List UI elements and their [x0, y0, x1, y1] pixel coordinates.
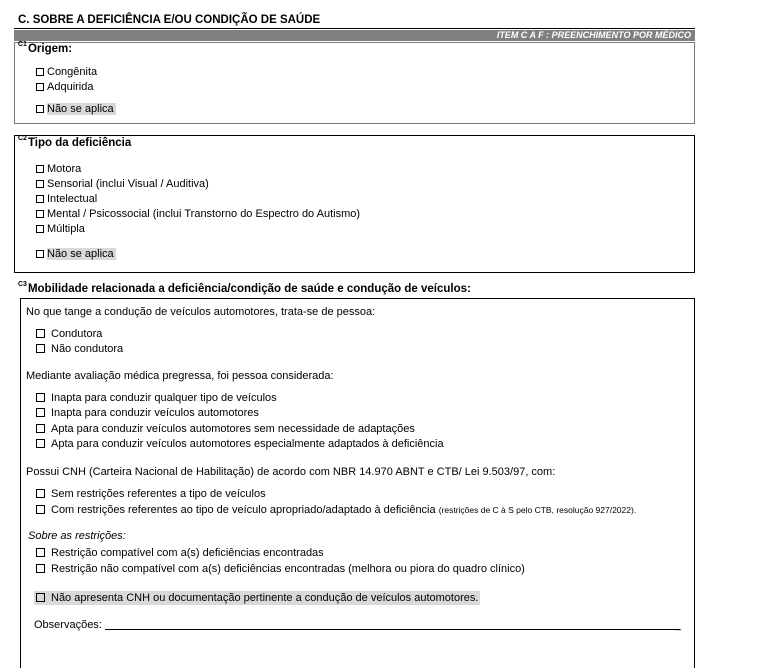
c1-box — [14, 42, 695, 124]
checkbox[interactable] — [36, 83, 44, 91]
checkbox[interactable] — [36, 68, 44, 76]
option-label: Sem restrições referentes a tipo de veículos — [51, 488, 266, 500]
checkbox[interactable] — [36, 439, 45, 448]
section-band-note: ITEM C A F : PREENCHIMENTO POR MÉDICO — [14, 30, 695, 41]
c2-option-mental[interactable] — [36, 207, 360, 221]
section-title: C. SOBRE A DEFICIÊNCIA E/OU CONDIÇÃO DE SAÚDE — [18, 14, 321, 26]
c3-q1-option-condutora[interactable] — [36, 327, 102, 341]
c3-q3-option-sem-restricoes[interactable] — [36, 487, 266, 501]
option-label: Sensorial (inclui Visual / Auditiva) — [47, 178, 209, 190]
option-label: Não se aplica — [47, 248, 114, 260]
checkbox[interactable] — [36, 564, 45, 573]
c2-title: Tipo da deficiência — [27, 137, 132, 149]
checkbox[interactable] — [36, 210, 44, 218]
c2-option-sensorial[interactable] — [36, 177, 209, 191]
c2-heading — [18, 137, 131, 149]
c3-q2-option-2[interactable] — [36, 406, 259, 420]
option-label: Congênita — [47, 66, 98, 78]
option-label: Intelectual — [47, 193, 98, 205]
c3-q2-option-1[interactable] — [36, 391, 277, 405]
option-label: Não apresenta CNH ou documentação pertinente a condução de veículos automotores. — [51, 592, 479, 604]
c2-option-na[interactable] — [36, 247, 116, 261]
c3-q3: Possui CNH (Carteira Nacional de Habilitação) de acordo com NBR 14.970 ABNT e CTB/ Lei 9.503/97, com: — [26, 466, 556, 478]
checkbox[interactable] — [36, 505, 45, 514]
c3-q1: No que tange a condução de veículos automotores, trata-se de pessoa: — [26, 306, 376, 318]
checkbox[interactable] — [36, 393, 45, 402]
option-label: Adquirida — [47, 81, 94, 93]
obs-input-line[interactable] — [105, 629, 680, 630]
c3-heading — [18, 283, 471, 295]
c2-option-intelectual[interactable] — [36, 192, 97, 206]
c3-obs-label: Observações: — [34, 619, 102, 631]
c3-q2-option-3[interactable] — [36, 422, 415, 436]
section-rule — [14, 28, 695, 29]
option-label: Não se aplica — [47, 103, 114, 115]
option-label: Inapta para conduzir veículos automotores — [51, 407, 259, 419]
c2-option-multipla[interactable] — [36, 222, 85, 236]
c2-option-motora[interactable] — [36, 162, 81, 176]
c1-title: Origem: — [27, 43, 73, 55]
option-label: Condutora — [51, 328, 103, 340]
checkbox[interactable] — [36, 165, 44, 173]
option-label: Não condutora — [51, 343, 124, 355]
checkbox[interactable] — [36, 195, 44, 203]
c3-sup: C3 — [18, 281, 27, 288]
option-label: Motora — [47, 163, 82, 175]
checkbox[interactable] — [36, 548, 45, 557]
c1-heading — [18, 43, 72, 55]
option-label: Apta para conduzir veículos automotores especialmente adaptados à deficiência — [51, 438, 444, 450]
c3-restr-option-compativel[interactable] — [36, 546, 324, 560]
c3-q3-option-com-restricoes[interactable] — [36, 503, 636, 517]
option-label: Múltipla — [47, 223, 85, 235]
checkbox[interactable] — [36, 408, 45, 417]
c3-restr-option-nao-compativel[interactable] — [36, 562, 525, 576]
c1-sup: C1 — [18, 41, 27, 48]
checkbox[interactable] — [36, 593, 45, 602]
c3-restricoes-title: Sobre as restrições: — [28, 530, 126, 542]
checkbox[interactable] — [36, 180, 44, 188]
option-label: Mental / Psicossocial (inclui Transtorno do Espectro do Autismo) — [47, 208, 361, 220]
c3-option-no-cnh[interactable] — [34, 591, 480, 605]
c3-q2: Mediante avaliação médica pregressa, foi pessoa considerada: — [26, 370, 334, 382]
c2-sup: C2 — [18, 135, 27, 142]
checkbox[interactable] — [36, 250, 44, 258]
checkbox[interactable] — [36, 225, 44, 233]
option-note: (restrições de C à S pelo CTB, resolução 927/2022). — [438, 505, 637, 515]
c1-option-congenita[interactable] — [36, 65, 97, 79]
c3-title: Mobilidade relacionada a deficiência/condição de saúde e condução de veículos: — [27, 283, 471, 295]
checkbox[interactable] — [36, 424, 45, 433]
checkbox[interactable] — [36, 105, 44, 113]
checkbox[interactable] — [36, 329, 45, 338]
checkbox[interactable] — [36, 489, 45, 498]
option-label: Restrição não compatível com a(s) deficiências encontradas (melhora ou piora do quadro clínico) — [51, 563, 525, 575]
option-label: Com restrições referentes ao tipo de veículo apropriado/adaptado à deficiência — [51, 504, 436, 516]
c3-q1-option-nao-condutora[interactable] — [36, 342, 123, 356]
option-label: Restrição compatível com a(s) deficiências encontradas — [51, 547, 324, 559]
option-label: Apta para conduzir veículos automotores sem necessidade de adaptações — [51, 423, 415, 435]
c2-box — [14, 135, 695, 273]
c1-option-adquirida[interactable] — [36, 80, 93, 94]
option-label: Inapta para conduzir qualquer tipo de veículos — [51, 392, 277, 404]
checkbox[interactable] — [36, 344, 45, 353]
obs-line-tail: _ — [675, 619, 682, 631]
c1-option-na[interactable] — [36, 102, 116, 116]
c3-q2-option-4[interactable] — [36, 437, 444, 451]
